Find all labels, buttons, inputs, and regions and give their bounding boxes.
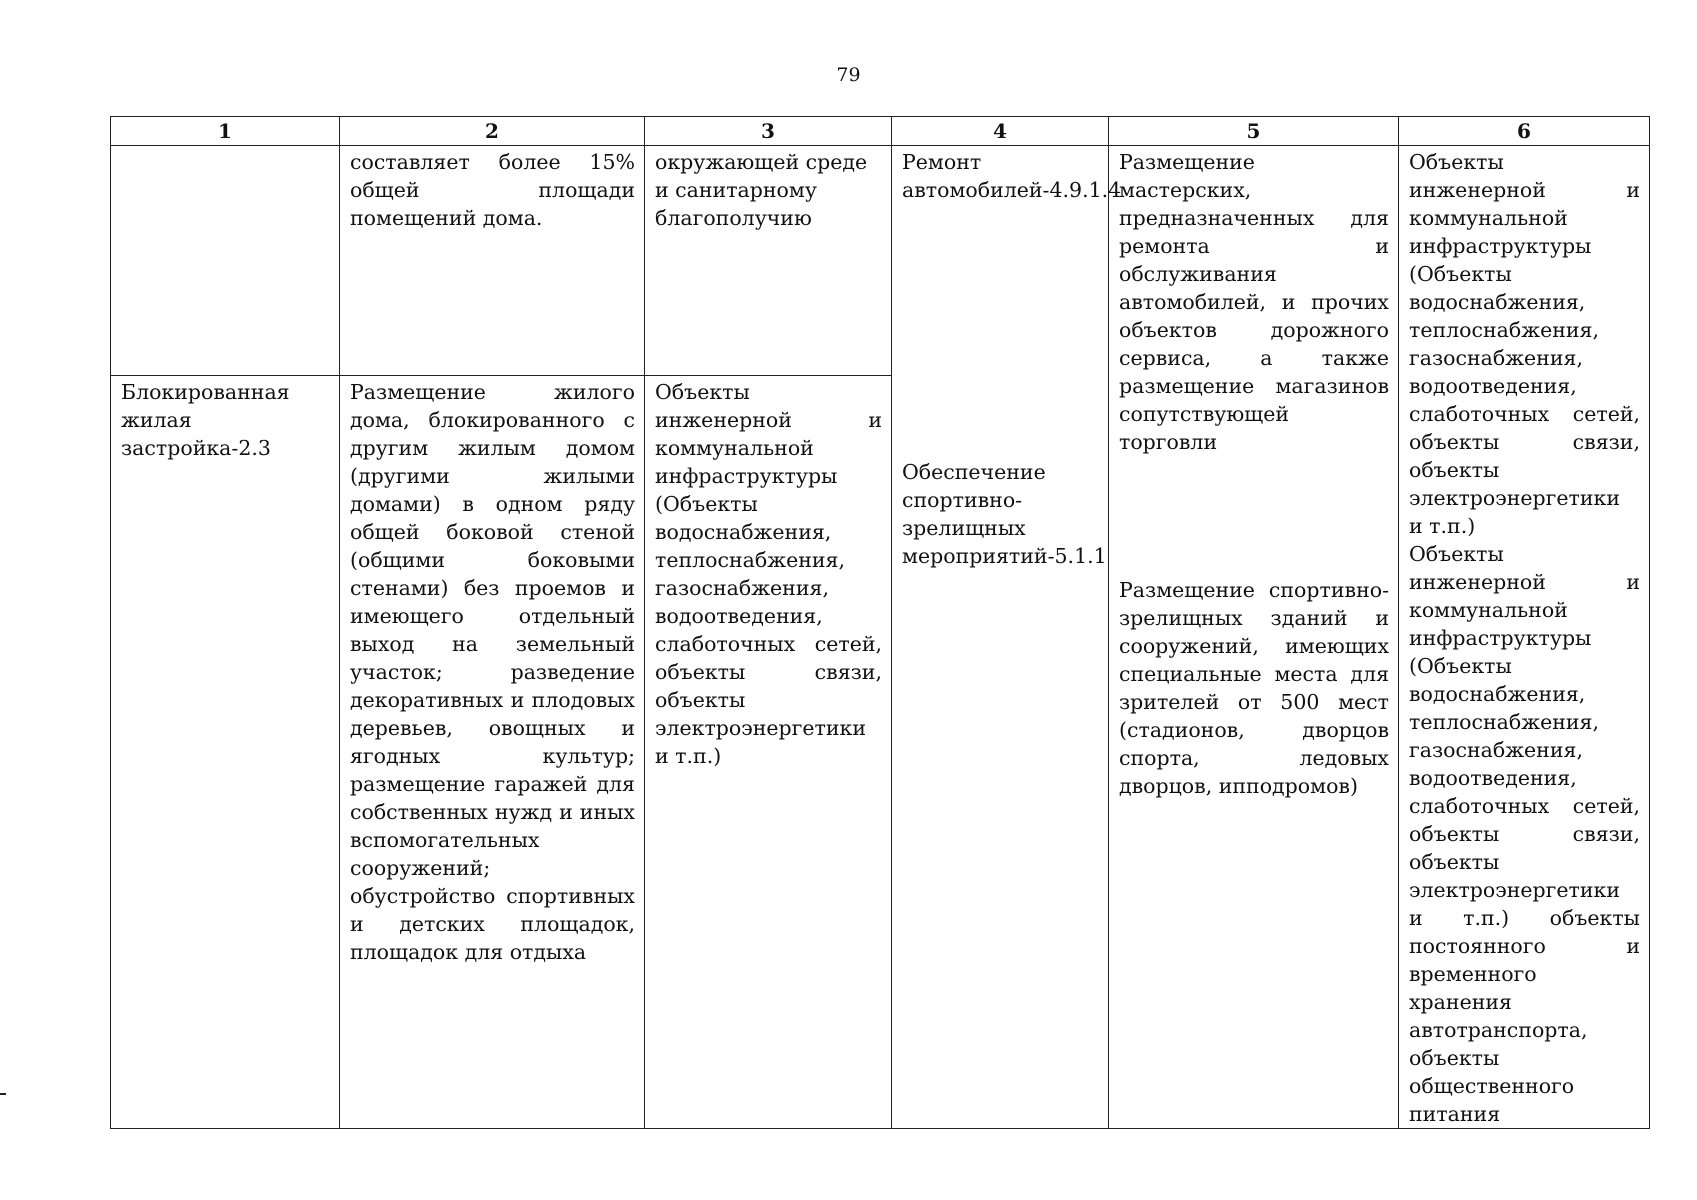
row2-col1-cell: Блокированная жилая застройка-2.3: [111, 376, 340, 1129]
col5-merged-cell: [1109, 146, 1399, 1129]
column-header-1: 1: [111, 117, 340, 146]
table-header-row: [111, 117, 1650, 146]
col6-entry-1: Объекты инженерной и коммунальной инфраструктуры (Объекты водоснабжения, теплоснабжения, газоснабжения, водоотведения, слаботочных сетей, объекты связи, объекты электроэнергетики и т.п.): [1409, 150, 1640, 538]
row2-col2-cell: Размещение жилого дома, блокированного с другим жилым домом (другими жилыми домами) в одном ряду общей боковой стеной (общими боковыми стенами) без проемов и имеющего отдельный выход на земельный участок; разведение декоративных и плодовых деревьев, овощных и ягодных культур; размещение гаражей для собственных нужд и иных вспомогательных сооружений; обустройство спортивных и детских площадок, площадок для отдыха: [340, 376, 645, 1129]
col5-entry-sports: Размещение спортивно-зрелищных зданий и сооружений, имеющих специальные места для зрителей от 500 мест (стадионов, дворцов спорта, ледовых дворцов, ипподромов): [1119, 578, 1389, 798]
col6-entry-2: Объекты инженерной и коммунальной инфраструктуры (Объекты водоснабжения, теплоснабжения, газоснабжения, водоотведения, слаботочных сетей, объекты связи, объекты электроэнергетики и т.п.) объекты постоянного и временного хранения автотранспорта, объекты общественного питания: [1409, 542, 1640, 1126]
col4-entry-repair: Ремонт автомобилей-4.9.1.4: [902, 150, 1122, 202]
column-header-2: 2: [340, 117, 645, 146]
column-header-3: 3: [645, 117, 892, 146]
row1-col1-cell: [111, 146, 340, 376]
column-header-4: 4: [892, 117, 1109, 146]
row1-col3-cell: окружающей среде и санитарному благополучию: [645, 146, 892, 376]
column-header-6: 6: [1399, 117, 1650, 146]
row2-col3-cell: Объекты инженерной и коммунальной инфраструктуры (Объекты водоснабжения, теплоснабжения, газоснабжения, водоотведения, слаботочных сетей, объекты связи, объекты электроэнергетики и т.п.): [645, 376, 892, 1129]
margin-tick-mark: [0, 1093, 6, 1095]
col6-merged-cell: [1399, 146, 1650, 1129]
col4-merged-cell: [892, 146, 1122, 1129]
col4-entry-sports: Обеспечение спортивно-зрелищных мероприятий-5.1.1: [902, 460, 1107, 568]
page-number: 79: [836, 64, 861, 86]
col5-entry-repair: Размещение мастерских, предназначенных для ремонта и обслуживания автомобилей, и прочих объектов дорожного сервиса, а также размещение магазинов сопутствующей торговли: [1119, 150, 1389, 454]
table-row: [111, 146, 1650, 376]
column-header-5: 5: [1109, 117, 1399, 146]
regulations-table: [110, 116, 1650, 1129]
row1-col2-cell: составляет более 15% общей площади помещений дома.: [340, 146, 645, 376]
